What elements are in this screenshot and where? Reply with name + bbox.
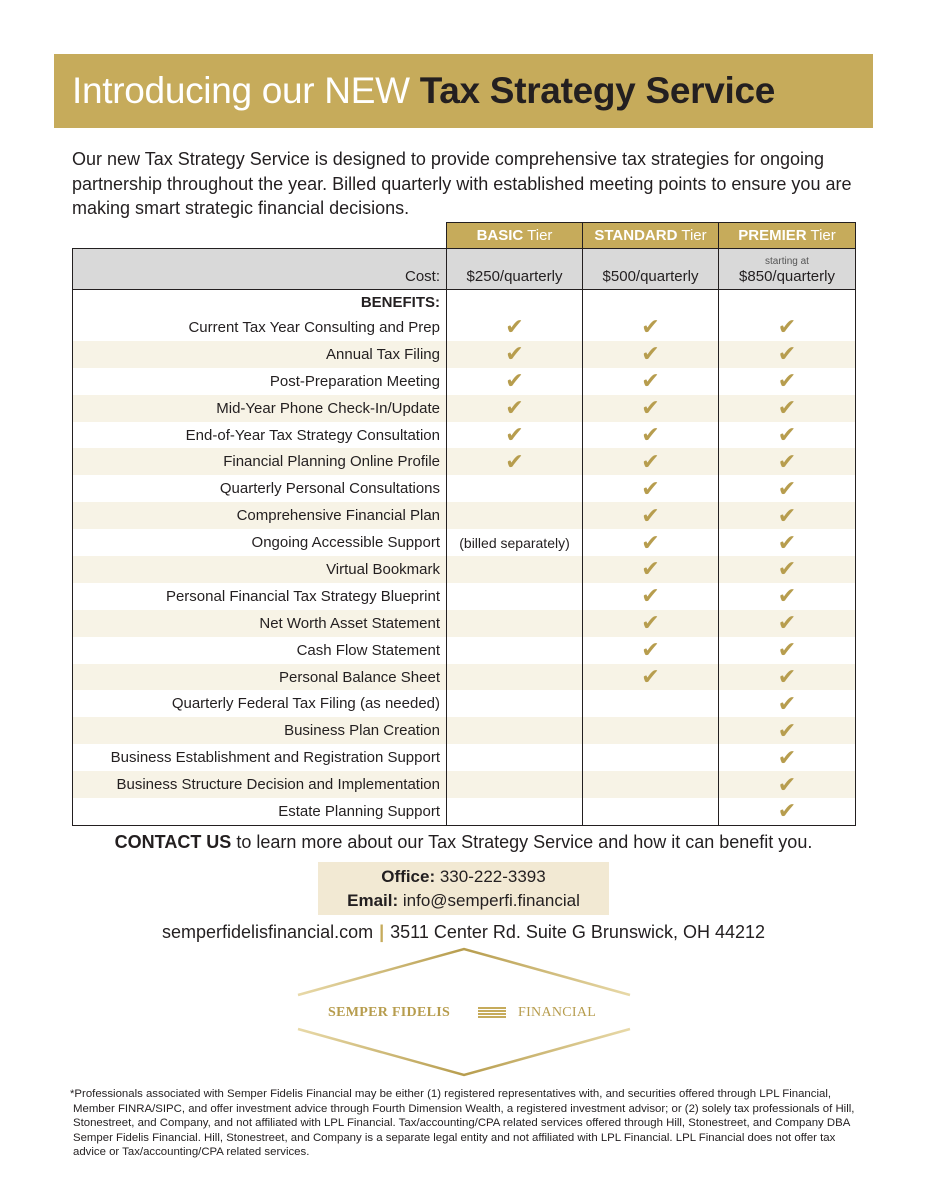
tier-standard (583, 223, 719, 249)
checkmark-icon: ✔ (641, 556, 660, 582)
checkmark-icon: ✔ (505, 395, 524, 421)
benefit-cell (719, 771, 856, 798)
benefit-row (73, 556, 856, 583)
benefit-label: Annual Tax Filing (73, 341, 447, 368)
empty-cell (719, 290, 856, 315)
benefit-cell (583, 664, 719, 691)
empty-cell (583, 290, 719, 315)
benefit-row (73, 637, 856, 664)
benefit-label: Financial Planning Online Profile (73, 448, 447, 475)
benefit-cell (719, 798, 856, 825)
empty-cell (447, 475, 583, 502)
benefit-cell (447, 368, 583, 395)
empty-cell (447, 771, 583, 798)
email-label: Email: (347, 891, 399, 910)
tier-name: STANDARD (594, 227, 678, 244)
title-bold: Tax Strategy Service (419, 70, 776, 111)
checkmark-icon: ✔ (777, 771, 797, 797)
price-basic (447, 249, 583, 290)
checkmark-icon: ✔ (777, 583, 797, 609)
price-premier (719, 249, 856, 290)
benefit-row (73, 475, 856, 502)
benefit-row (73, 395, 856, 422)
benefit-cell (719, 529, 856, 556)
empty-cell (447, 556, 583, 583)
page-title (72, 70, 775, 112)
logo-text-right: FINANCIAL (518, 1005, 597, 1020)
email-address[interactable]: info@semperfi.financial (398, 891, 580, 910)
benefit-label: Business Plan Creation (73, 717, 447, 744)
checkmark-icon: ✔ (641, 637, 660, 663)
checkmark-icon: ✔ (777, 314, 797, 340)
checkmark-icon: ✔ (641, 664, 660, 690)
checkmark-icon: ✔ (777, 368, 797, 394)
benefit-cell (583, 341, 719, 368)
benefit-cell (719, 583, 856, 610)
price-value: $250/quarterly (466, 268, 563, 285)
blank-corner (73, 223, 447, 249)
benefit-cell (583, 556, 719, 583)
tier-name: PREMIER (738, 227, 807, 244)
logo-top-chevron (298, 949, 630, 995)
checkmark-icon: ✔ (505, 341, 524, 367)
benefit-label: Quarterly Federal Tax Filing (as needed) (73, 690, 447, 717)
benefit-label: Net Worth Asset Statement (73, 610, 447, 637)
checkmark-icon: ✔ (777, 664, 797, 690)
benefit-row (73, 583, 856, 610)
empty-cell (583, 771, 719, 798)
tier-name: BASIC (476, 227, 524, 244)
contact-line (0, 832, 927, 853)
checkmark-icon: ✔ (505, 314, 524, 340)
benefit-label: Comprehensive Financial Plan (73, 502, 447, 529)
benefit-row (73, 502, 856, 529)
benefit-row (73, 717, 856, 744)
intro-paragraph: Our new Tax Strategy Service is designed to provide comprehensive tax strategies for ongoing partnership throughout the year. Billed quarterly with established meeting points to ensure you are making smart strategic financial decisions. (72, 149, 852, 218)
benefit-cell (719, 368, 856, 395)
checkmark-icon: ✔ (641, 448, 660, 474)
office-label: Office: (381, 867, 436, 886)
checkmark-icon: ✔ (777, 395, 797, 421)
benefit-row (73, 690, 856, 717)
contact-lead: CONTACT US (114, 832, 232, 852)
checkmark-icon: ✔ (641, 475, 660, 501)
email-line (318, 889, 609, 913)
office-line (318, 865, 609, 889)
benefit-label: Business Structure Decision and Implementation (73, 771, 447, 798)
company-logo (296, 945, 632, 1079)
benefit-cell (719, 637, 856, 664)
benefit-cell (583, 610, 719, 637)
contact-text: to learn more about our Tax Strategy Service and how it can benefit you. (231, 832, 813, 852)
office-phone[interactable]: 330-222-3393 (435, 867, 546, 886)
empty-cell (447, 610, 583, 637)
benefit-cell (719, 717, 856, 744)
empty-cell (583, 690, 719, 717)
checkmark-icon: ✔ (505, 422, 524, 447)
checkmark-icon: ✔ (777, 556, 797, 582)
empty-cell (447, 744, 583, 771)
contact-box (318, 862, 609, 915)
empty-cell (447, 290, 583, 315)
tier-suffix: Tier (677, 227, 707, 244)
checkmark-icon: ✔ (777, 502, 797, 528)
benefit-label: Personal Financial Tax Strategy Blueprint (73, 583, 447, 610)
benefit-cell (583, 395, 719, 422)
checkmark-icon: ✔ (641, 529, 660, 555)
tier-header-row (73, 223, 856, 249)
price-value: $850/quarterly (739, 268, 835, 285)
checkmark-icon: ✔ (641, 314, 660, 340)
empty-cell (447, 502, 583, 529)
benefit-cell (719, 690, 856, 717)
benefit-row (73, 341, 856, 368)
benefit-row (73, 771, 856, 798)
empty-cell (447, 690, 583, 717)
benefit-label: Business Establishment and Registration Support (73, 744, 447, 771)
benefit-cell (447, 422, 583, 449)
website-link[interactable]: semperfidelisfinancial.com (162, 922, 374, 942)
checkmark-icon: ✔ (641, 610, 660, 636)
benefit-row (73, 368, 856, 395)
benefit-cell (719, 422, 856, 449)
checkmark-icon: ✔ (777, 448, 797, 474)
benefit-label: Current Tax Year Consulting and Prep (73, 314, 447, 341)
benefit-cell (719, 556, 856, 583)
footer-address-line (0, 922, 927, 943)
benefit-label: Virtual Bookmark (73, 556, 447, 583)
logo-bottom-chevron (298, 1029, 630, 1075)
benefit-label: Personal Balance Sheet (73, 664, 447, 691)
benefit-cell (447, 395, 583, 422)
benefit-label: Mid-Year Phone Check-In/Update (73, 395, 447, 422)
benefit-cell (583, 475, 719, 502)
benefit-row (73, 664, 856, 691)
checkmark-icon: ✔ (777, 637, 797, 663)
checkmark-icon: ✔ (641, 341, 660, 367)
empty-cell (447, 664, 583, 691)
benefit-row (73, 610, 856, 637)
benefit-cell (583, 529, 719, 556)
benefit-cell (719, 314, 856, 341)
price-value: $500/quarterly (602, 268, 699, 285)
benefit-cell (447, 448, 583, 475)
checkmark-icon: ✔ (777, 798, 797, 824)
checkmark-icon: ✔ (777, 717, 797, 743)
benefit-cell (447, 314, 583, 341)
separator: | (379, 922, 385, 942)
logo-text-left: SEMPER FIDELIS (328, 1005, 451, 1020)
cost-row (73, 249, 856, 290)
checkmark-icon: ✔ (777, 744, 797, 770)
benefit-cell (719, 448, 856, 475)
benefit-cell (719, 664, 856, 691)
checkmark-icon: ✔ (641, 395, 660, 421)
benefit-cell (719, 395, 856, 422)
logo-stripes-icon (478, 1007, 506, 1021)
empty-cell (447, 583, 583, 610)
benefit-label: Estate Planning Support (73, 798, 447, 825)
empty-cell (447, 717, 583, 744)
empty-cell (447, 798, 583, 825)
benefits-label: BENEFITS: (73, 290, 447, 315)
benefit-cell (583, 502, 719, 529)
benefit-row (73, 314, 856, 341)
benefit-cell (583, 422, 719, 449)
benefit-row (73, 448, 856, 475)
checkmark-icon: ✔ (777, 341, 797, 367)
price-note: starting at (765, 256, 809, 267)
disclaimer: *Professionals associated with Semper Fidelis Financial may be either (1) registered representatives with, and securities offered through LPL Financial, Member FINRA/SIPC, and offer investment advice through Fourth Dimension Wealth, a registered investment advisor; or (2) solely tax professionals of Hill, Stonestreet, and Company, and not affiliated with LPL Financial. Tax/accounting/CPA related services offered through Hill, Stonestreet, and Company DBA Semper Fidelis Financial. Hill, Stonestreet, and Company is a separate legal entity and not affiliated with LPL Financial. LPL Financial does not offer tax advice or Tax/accounting/CPA related services. (70, 1088, 855, 1158)
benefit-label: Quarterly Personal Consultations (73, 475, 447, 502)
checkmark-icon: ✔ (641, 583, 660, 609)
empty-cell (583, 717, 719, 744)
checkmark-icon: ✔ (777, 422, 797, 447)
benefit-cell (447, 341, 583, 368)
empty-cell (583, 798, 719, 825)
benefit-note: (billed separately) (447, 529, 583, 556)
benefits-header-row (73, 290, 856, 315)
benefit-cell (719, 475, 856, 502)
benefit-cell (719, 610, 856, 637)
empty-cell (583, 744, 719, 771)
benefit-row (73, 744, 856, 771)
title-banner (54, 54, 873, 128)
tier-suffix: Tier (523, 227, 553, 244)
benefit-row (73, 422, 856, 449)
tier-suffix: Tier (806, 227, 836, 244)
benefit-label: End-of-Year Tax Strategy Consultation (73, 422, 447, 449)
benefit-cell (583, 583, 719, 610)
checkmark-icon: ✔ (641, 422, 660, 447)
benefit-label: Ongoing Accessible Support (73, 529, 447, 556)
checkmark-icon: ✔ (641, 368, 660, 394)
checkmark-icon: ✔ (777, 610, 797, 636)
cost-label: Cost: (73, 249, 447, 290)
benefit-cell (583, 368, 719, 395)
tier-basic (447, 223, 583, 249)
tier-comparison-table (72, 222, 856, 826)
benefit-row (73, 529, 856, 556)
benefit-label: Cash Flow Statement (73, 637, 447, 664)
price-standard (583, 249, 719, 290)
checkmark-icon: ✔ (505, 368, 524, 394)
benefit-cell (583, 314, 719, 341)
benefit-cell (583, 637, 719, 664)
benefit-label: Post-Preparation Meeting (73, 368, 447, 395)
tier-premier (719, 223, 856, 249)
benefit-row (73, 798, 856, 825)
benefit-cell (719, 744, 856, 771)
checkmark-icon: ✔ (777, 529, 797, 555)
checkmark-icon: ✔ (641, 502, 660, 528)
checkmark-icon: ✔ (777, 690, 797, 716)
empty-cell (447, 637, 583, 664)
title-prefix: Introducing our NEW (72, 70, 420, 111)
benefit-cell (583, 448, 719, 475)
checkmark-icon: ✔ (505, 448, 524, 474)
benefit-cell (719, 502, 856, 529)
street-address: 3511 Center Rd. Suite G Brunswick, OH 44212 (390, 922, 765, 942)
benefit-cell (719, 341, 856, 368)
checkmark-icon: ✔ (777, 475, 797, 501)
